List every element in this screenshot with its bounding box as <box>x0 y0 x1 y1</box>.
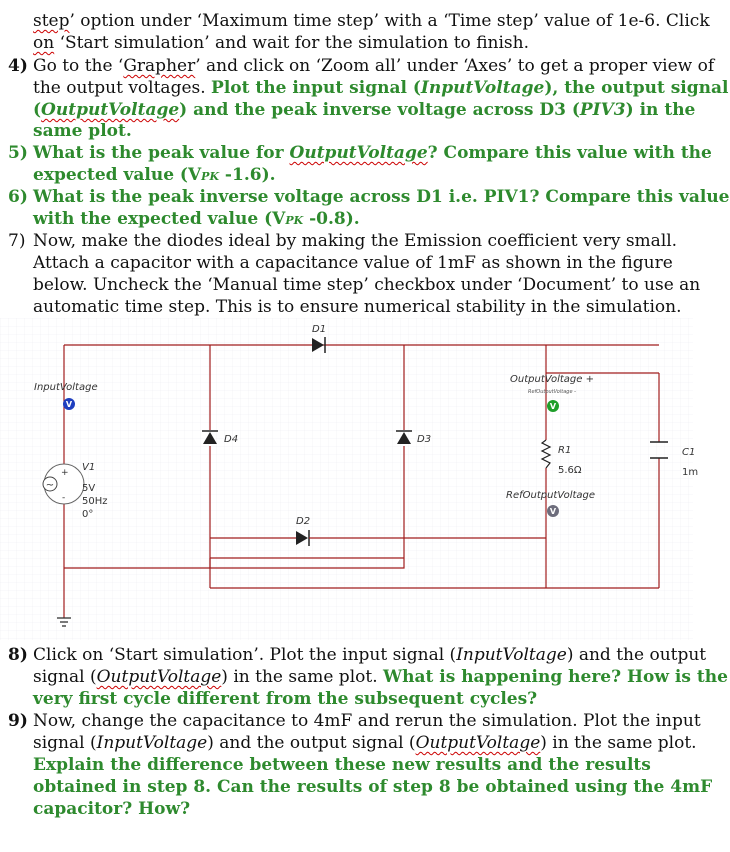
step6-line-1: What is the peak inverse voltage across D1 i.e. PIV1? Compare this value <box>33 187 730 207</box>
step4-line-2: the output voltages. Plot the input signal (InputVoltage), the output signal <box>33 78 729 98</box>
step6-number: 6) <box>8 187 28 207</box>
step8-number: 8) <box>8 645 28 665</box>
step4-line-3: (OutputVoltage) and the peak inverse voltage across D3 (PIV3) in the <box>33 100 696 120</box>
output-voltage-probe[interactable] <box>547 400 559 412</box>
source-minus: - <box>62 493 66 503</box>
step3-line-1: step’ option under ‘Maximum time step’ with a ‘Time step’ value of 1e-6. Click <box>33 11 710 31</box>
ref-output-label: RefOutputVoltage <box>506 490 596 501</box>
step3-line-2: on ‘Start simulation’ and wait for the simulation to finish. <box>33 33 529 53</box>
step4-line-4: same plot. <box>33 121 132 141</box>
d4-label: D4 <box>224 434 239 445</box>
step9-line-3: Explain the difference between these new results and the results <box>33 755 651 775</box>
step9-line-2: signal (InputVoltage) and the output signal (OutputVoltage) in the same plot. <box>33 733 697 753</box>
source-plus: + <box>61 468 69 478</box>
output-probe-v: V <box>549 402 557 411</box>
ref-output-probe[interactable] <box>547 505 559 517</box>
r1-value: 5.6Ω <box>558 465 582 476</box>
step8-line-1: Click on ‘Start simulation’. Plot the input signal (InputVoltage) and the output <box>33 645 707 665</box>
c1-value: 1m <box>682 467 699 478</box>
step7-line-3: below. Uncheck the ‘Manual time step’ checkbox under ‘Document’ to use an <box>33 275 701 295</box>
v1-amplitude: 5V <box>82 483 96 494</box>
c1-label: C1 <box>682 447 696 458</box>
step8-line-2: signal (OutputVoltage) in the same plot. What is happening here? How is the <box>33 667 728 687</box>
grid-background <box>0 318 696 640</box>
input-voltage-label: InputVoltage <box>34 382 98 393</box>
step8-line-3: very first cycle different from the subsequent cycles? <box>33 689 538 709</box>
v1-label: V1 <box>82 462 96 473</box>
d2-label: D2 <box>296 516 311 527</box>
step4-line-1: Go to the ‘Grapher’ and click on ‘Zoom all’ under ‘Axes’ to get a proper view of <box>33 56 715 76</box>
output-voltage-label: OutputVoltage + <box>510 374 594 385</box>
step7-line-4: automatic time step. This is to ensure numerical stability in the simulation. <box>33 297 682 317</box>
d3-label: D3 <box>417 434 432 445</box>
ref-probe-v: V <box>549 507 557 516</box>
step5-line-2: expected value (VPK -1.6). <box>33 165 276 185</box>
step9-line-1: Now, change the capacitance to 4mF and rerun the simulation. Plot the input <box>33 711 701 731</box>
output-voltage-sublabel: RefOutputVoltage - <box>528 389 576 395</box>
step9-number: 9) <box>8 711 28 731</box>
step9-line-5: capacitor? How? <box>33 799 191 819</box>
d1-label: D1 <box>312 324 327 335</box>
input-voltage-probe[interactable] <box>63 398 75 410</box>
input-probe-v: V <box>65 400 73 409</box>
step7-number: 7) <box>8 231 26 251</box>
step5-line-1: What is the peak value for OutputVoltage? Compare this value with the <box>33 143 712 163</box>
step9-line-4: obtained in step 8. Can the results of step 8 be obtained using the 4mF <box>33 777 713 797</box>
v1-frequency: 50Hz <box>82 496 108 507</box>
circuit-diagram <box>0 318 699 640</box>
step4-number: 4) <box>8 56 28 76</box>
r1-label: R1 <box>558 445 572 456</box>
step7-line-1: Now, make the diodes ideal by making the Emission coefficient very small. <box>33 231 678 251</box>
step7-line-2: Attach a capacitor with a capacitance value of 1mF as shown in the figure <box>33 253 673 273</box>
step6-line-2: with the expected value (VPK -0.8). <box>33 209 360 229</box>
step5-number: 5) <box>8 143 28 163</box>
v1-phase: 0° <box>82 509 94 520</box>
ac-tilde: ~ <box>45 480 55 491</box>
